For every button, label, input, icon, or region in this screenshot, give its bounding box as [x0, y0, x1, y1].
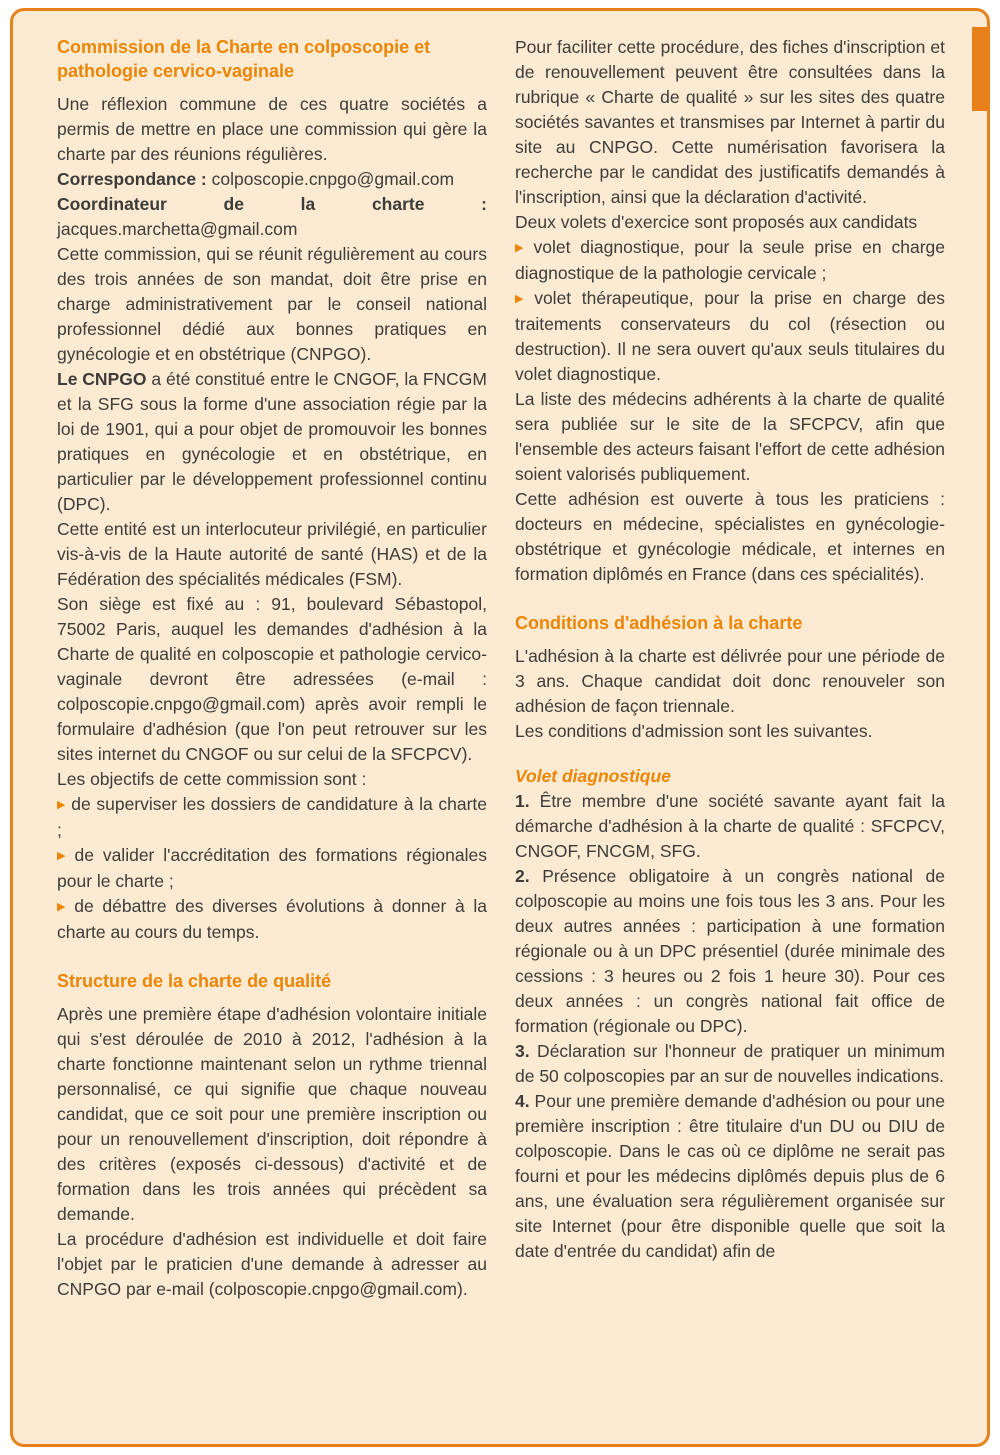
bullet-text: de débattre des diverses évolutions à donner à la charte au cours du temps.	[57, 896, 487, 942]
bullet-item	[57, 792, 487, 843]
item-text: Être membre d'une société savante ayant fait la démarche d'adhésion à la charte de qualité : SFCPCV, CNGOF, FNCGM, SFG.	[515, 791, 945, 861]
paragraph-correspondance	[57, 167, 487, 192]
item-number: 2.	[515, 866, 530, 886]
paragraph-coordinateur	[57, 192, 487, 242]
item-text: Pour une première demande d'adhésion ou pour une première inscription : être titulaire d'un DU ou DIU de colposcopie. Dans le cas où ce diplôme ne serait pas fourni et pour les médecins diplômés depuis plus de 6 ans, une évaluation sera régulièrement organisée sur site Internet (pour être disponible quelle que soit la date d'entrée du candidat) afin de	[515, 1091, 945, 1261]
left-column	[57, 35, 487, 1418]
correspondance-label: Correspondance :	[57, 169, 207, 189]
numbered-item	[515, 864, 945, 1039]
bullet-text: volet diagnostique, pour la seule prise en charge diagnostique de la pathologie cervicale ;	[515, 237, 945, 283]
paragraph-objectifs: Les objectifs de cette commission sont :	[57, 769, 367, 789]
bullet-text: de valider l'accréditation des formations régionales pour le charte ;	[57, 845, 487, 891]
cnpgo-label: Le CNPGO	[57, 369, 147, 389]
paragraph-structure-2: La procédure d'adhésion est individuelle et doit faire l'objet par le praticien d'une demande à adresser au CNPGO par e-mail (colposcopie.cnpgo@gmail.com).	[57, 1229, 487, 1299]
bullet-item	[515, 235, 945, 286]
bullet-item	[515, 286, 945, 387]
bullet-item	[57, 843, 487, 894]
correspondance-email: colposcopie.cnpgo@gmail.com	[211, 169, 455, 189]
bullet-arrow-icon: ▶	[57, 901, 70, 913]
paragraph-ouverte: Cette adhésion est ouverte à tous les praticiens : docteurs en médecine, spécialistes en gynécologie-obstétrique et gynécologie médicale, et internes en formation diplômés en France (dans ces spécialités).	[515, 489, 945, 584]
item-text: Déclaration sur l'honneur de pratiquer un minimum de 50 colposcopies par an sur de nouvelles indications.	[515, 1041, 945, 1086]
numbered-item	[515, 1089, 945, 1264]
paragraph-intro: Une réflexion commune de ces quatre sociétés a permis de mettre en place une commission qui gère la charte par des réunions régulières.	[57, 94, 487, 164]
coordinateur-label: Coordinateur de la charte :	[57, 194, 487, 214]
cnpgo-text: a été constitué entre le CNGOF, la FNCGM et la SFG sous la forme d'une association régie par la loi de 1901, qui a pour objet de promouvoir les bonnes pratiques en gynécologie et en obstétrique, en particulier par le développement professionnel continu (DPC).	[57, 369, 487, 514]
subsection-heading-volet-diagnostique: Volet diagnostique	[515, 766, 671, 786]
bullet-arrow-icon: ▶	[57, 799, 67, 811]
paragraph-faciliter: Pour faciliter cette procédure, des fiches d'inscription et de renouvellement peuvent être consultées dans la rubrique « Charte de qualité » sur les sites des quatre sociétés savantes et transmises par Internet à partir du site au CNPGO. Cette numérisation favorisera la recherche par le candidat des justificatifs demandés à l'inscription, ainsi que la déclaration d'activité.	[515, 37, 945, 207]
bullet-item	[57, 894, 487, 945]
item-text: Présence obligatoire à un congrès national de colposcopie au moins une fois tous les 3 ans. Pour les deux autres années : participation à une formation régionale ou à un DPC présentiel (durée minimale des cessions : 3 heures ou 2 fois 1 heure 30). Pour ces deux années : un congrès national fait office de formation (régionale ou DPC).	[515, 866, 945, 1036]
bullet-text: volet thérapeutique, pour la prise en charge des traitements conservateurs du col (résection ou destruction). Il ne sera ouvert qu'aux seuls titulaires du volet diagnostique.	[515, 288, 945, 384]
bullet-arrow-icon: ▶	[515, 293, 530, 305]
paragraph-commission: Cette commission, qui se réunit régulièrement au cours des trois années de son mandat, doit être prise en charge administrativement par le conseil national professionnel dédié aux bonnes pratiques en gynécologie et en obstétrique (CNPGO).	[57, 244, 487, 364]
article-panel	[10, 8, 990, 1447]
item-number: 3.	[515, 1041, 530, 1061]
numbered-item	[515, 1039, 945, 1089]
bullet-arrow-icon: ▶	[515, 242, 529, 254]
item-number: 1.	[515, 791, 530, 811]
coordinateur-email: jacques.marchetta@gmail.com	[57, 219, 298, 239]
two-column-layout	[57, 35, 945, 1418]
paragraph-siege: Son siège est fixé au : 91, boulevard Sébastopol, 75002 Paris, auquel les demandes d'adhésion à la Charte de qualité en colposcopie et pathologie cervico-vaginale devront être adressées (e-mail : colposcopie.cnpgo@gmail.com) après avoir rempli le formulaire d'adhésion (que l'on peut retrouver sur les sites internet du CNGOF ou sur celui de la SFCPCV).	[57, 594, 487, 764]
item-number: 4.	[515, 1091, 530, 1111]
paragraph-entite: Cette entité est un interlocuteur privilégié, en particulier vis-à-vis de la Haute autorité de santé (HAS) et de la Fédération des spécialités médicales (FSM).	[57, 519, 487, 589]
numbered-item	[515, 789, 945, 864]
section-heading-commission: Commission de la Charte en colposcopie et pathologie cervico-vaginale	[57, 37, 431, 81]
paragraph-cnpgo	[57, 367, 487, 517]
page-edge-marker	[972, 27, 987, 111]
section-heading-conditions: Conditions d'adhésion à la charte	[515, 613, 803, 633]
right-column	[515, 35, 945, 1418]
bullet-text: de superviser les dossiers de candidature à la charte ;	[57, 794, 487, 840]
paragraph-volets: Deux volets d'exercice sont proposés aux candidats	[515, 212, 918, 232]
paragraph-suivantes: Les conditions d'admission sont les suivantes.	[515, 721, 873, 741]
section-heading-structure: Structure de la charte de qualité	[57, 971, 332, 991]
paragraph-periode: L'adhésion à la charte est délivrée pour une période de 3 ans. Chaque candidat doit donc renouveler son adhésion de façon triennale.	[515, 646, 945, 716]
paragraph-liste: La liste des médecins adhérents à la charte de qualité sera publiée sur le site de la SFCPCV, afin que l'ensemble des acteurs faisant l'effort de cette adhésion soient valorisés publiquement.	[515, 389, 945, 484]
paragraph-structure-1: Après une première étape d'adhésion volontaire initiale qui s'est déroulée de 2010 à 2012, l'adhésion à la charte fonctionne maintenant selon un rythme triennal personnalisé, ce qui signifie que chaque nouveau candidat, que ce soit pour une première inscription ou pour un renouvellement d'inscription, doit répondre à des critères (exposés ci-dessous) d'activité et de formation dans les trois années qui précèdent sa demande.	[57, 1004, 487, 1224]
bullet-arrow-icon: ▶	[57, 850, 70, 862]
